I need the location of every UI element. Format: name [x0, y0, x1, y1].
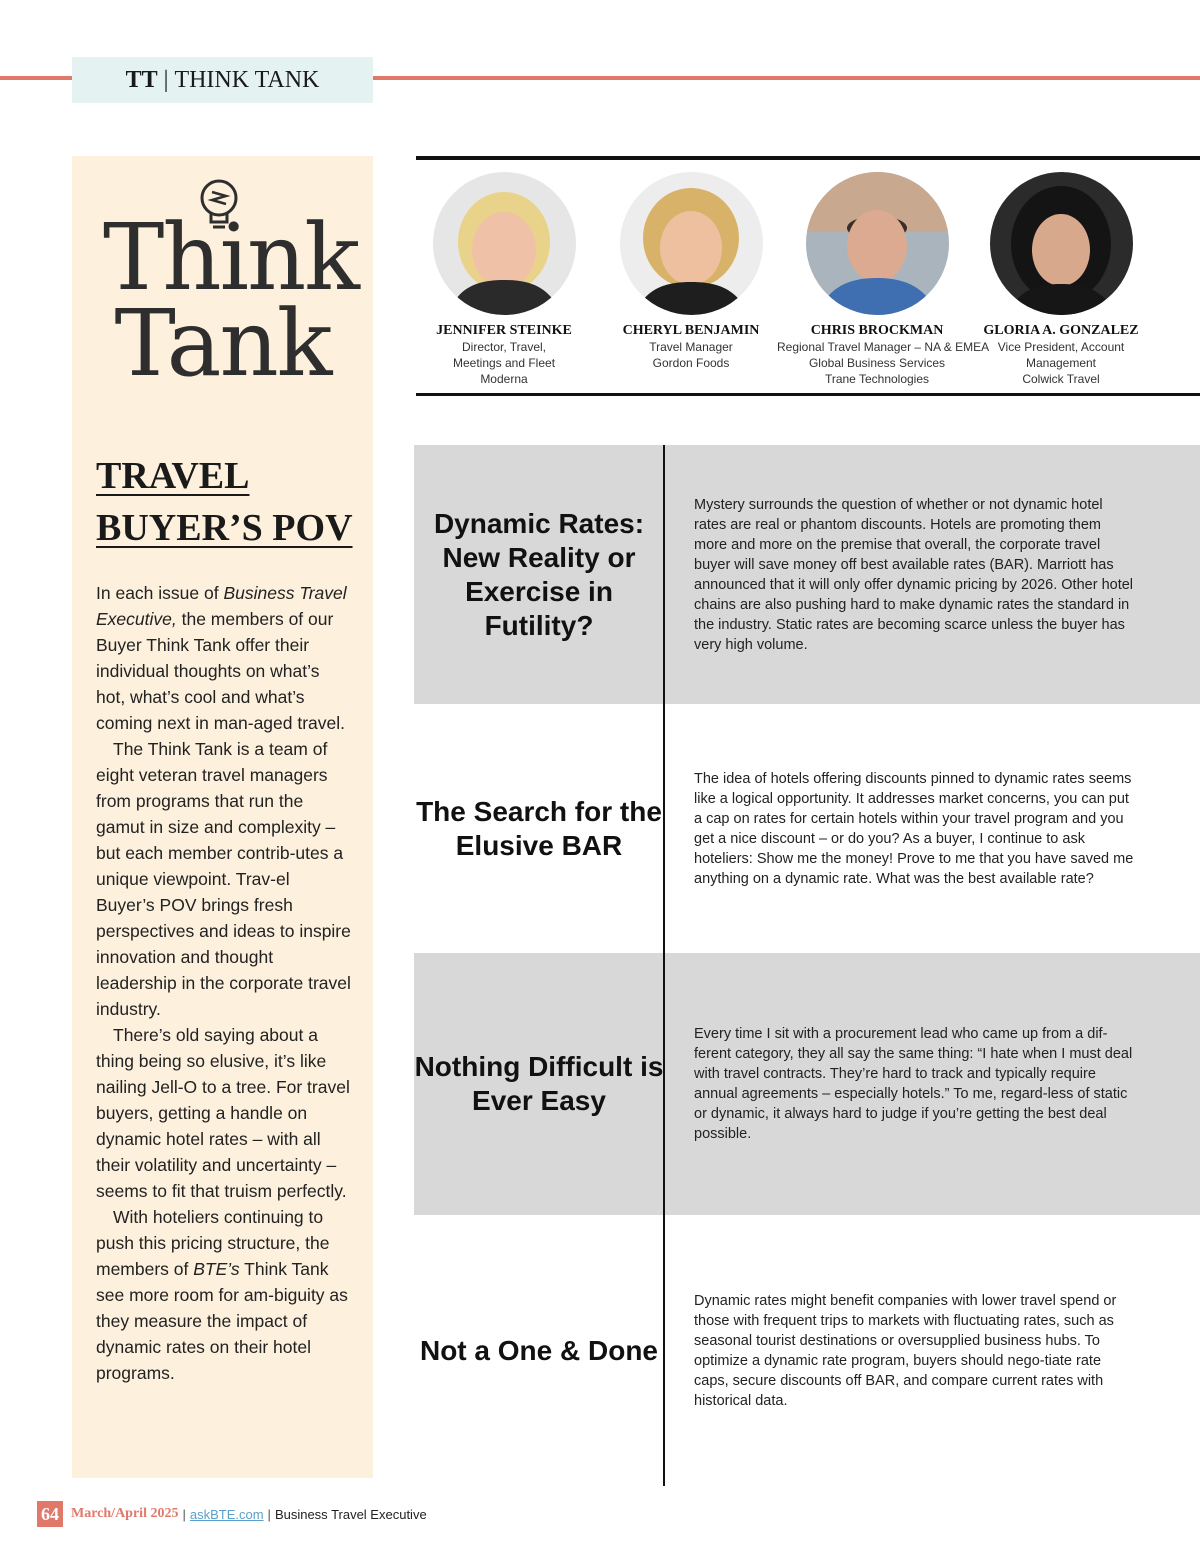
row-text: Every time I sit with a procurement lead who came up from a dif-ferent category, they all say the same thing: “I hate when I must deal with travel contracts. They’re hard to track and typically require annual agreements – especially hotels.” To me, regard-less of static or dynamic, it always hard to judge if you’re getting the best deal possible. [694, 1026, 1133, 1142]
section-abbr: TT [125, 66, 158, 93]
magazine-name: Business Travel Executive [274, 1506, 427, 1522]
footer-separator: | [182, 1506, 186, 1522]
section-tag [72, 57, 373, 103]
member-company: Moderna [480, 372, 528, 386]
member-title: Meetings and Fleet [452, 356, 556, 370]
avatar [433, 172, 576, 315]
member-card [404, 172, 604, 387]
member-name: CHERYL BENJAMIN [622, 323, 760, 338]
sidebar [72, 156, 373, 1478]
row-title: Not a One & Done [419, 1334, 658, 1366]
pov-title: TRAVEL BUYER’S POV [96, 455, 353, 549]
page-number: 64 [37, 1501, 63, 1527]
site-link[interactable]: askBTE.com [189, 1506, 264, 1522]
section-separator: | [163, 66, 169, 93]
member-title: Vice President, Account [997, 340, 1125, 354]
member-card [777, 172, 990, 387]
intro-paragraph: In each issue of Business Travel Executive, the members of our Buyer Think Tank offer their individual thoughts on what’s hot, what’s cool and what’s coming next in man-aged travel. [96, 583, 347, 733]
row-text: Mystery surrounds the question of whether or not dynamic hotel rates are real or phantom discounts. Hotels are promoting them more and more on the premise that overall, the corporate travel buyer will save money off best available rates (BAR). Marriott has announced that it will only offer dynamic pricing by 2026. Other hotel chains are also pushing hard to make dynamic rates the standard in the industry. Static rates are becoming scarce unless the buyer has very high volume. [694, 496, 1134, 653]
member-company: Gordon Foods [652, 356, 730, 370]
footer-separator: | [267, 1506, 271, 1522]
avatar [806, 172, 949, 315]
member-company: Trane Technologies [824, 372, 930, 386]
qa-row [414, 1215, 1200, 1486]
member-title: Global Business Services [808, 356, 946, 370]
section-name: THINK TANK [174, 66, 320, 93]
qa-row [414, 445, 1200, 704]
logo-word-tank: Tank [114, 290, 331, 397]
qa-row [414, 953, 1200, 1215]
row-title: Dynamic Rates: New Reality or Exercise in Futility? [433, 507, 645, 641]
row-title: Nothing Difficult is Ever Easy [414, 1051, 664, 1116]
member-name: CHRIS BROCKMAN [810, 323, 944, 338]
intro-paragraph: With hoteliers continuing to push this pricing structure, the members of BTE’s Think Tank see more room for am-biguity as they measure the impact of dynamic rates on their hotel programs. [96, 1207, 348, 1383]
member-title: Management [1025, 356, 1097, 370]
member-title: Director, Travel, [461, 340, 547, 354]
member-title: Regional Travel Manager – NA & EMEA [777, 340, 990, 354]
member-name: JENNIFER STEINKE [436, 323, 572, 338]
logo-word-think: Think [102, 204, 359, 311]
member-card [961, 172, 1161, 387]
panel-bottom-rule [416, 393, 1200, 396]
row-title: The Search for the Elusive BAR [416, 795, 662, 861]
member-name: GLORIA A. GONZALEZ [983, 323, 1139, 338]
avatar [990, 172, 1133, 315]
panel-top-rule [416, 156, 1200, 160]
intro-paragraph: The Think Tank is a team of eight veteran travel managers from programs that run the gamut in size and complexity – but each member contrib-utes a unique viewpoint. Trav-el Buyer’s POV brings fresh perspectives and ideas to inspire innovation and thought leadership in the corporate travel industry. [96, 739, 351, 1019]
member-company: Colwick Travel [1022, 372, 1100, 386]
avatar [620, 172, 763, 315]
qa-row [414, 704, 1200, 953]
think-tank-logo [72, 174, 373, 397]
intro-paragraph: There’s old saying about a thing being so elusive, it’s like nailing Jell-O to a tree. For travel buyers, getting a handle on dynamic hotel rates – with all their volatility and uncertainty – seems to fit that truism perfectly. [96, 1025, 350, 1201]
member-title: Travel Manager [649, 340, 733, 354]
intro-text [96, 580, 351, 1386]
column-divider [663, 445, 665, 1486]
page-footer [37, 1500, 427, 1528]
member-card [591, 172, 791, 371]
row-text: The idea of hotels offering discounts pinned to dynamic rates seems like a logical opportunity. It addresses market concerns, you can put a cap on rates for certain hotels within your travel program and you get a nice discount – or do you? As a buyer, I continue to ask hoteliers: Show me the money! Prove to me that you have saved me anything on a dynamic rate. What was the best available rate? [694, 770, 1134, 887]
row-text: Dynamic rates might benefit companies with lower travel spend or those with frequent trips to markets with fluctuating rates, such as seasonal tourist destinations or oversupplied business hubs. To optimize a dynamic rate program, buyers should nego-tiate rate caps, secure discounts off BAR, and compare current rates with historical data. [694, 1292, 1117, 1409]
issue-date: March/April 2025 [71, 1506, 179, 1521]
